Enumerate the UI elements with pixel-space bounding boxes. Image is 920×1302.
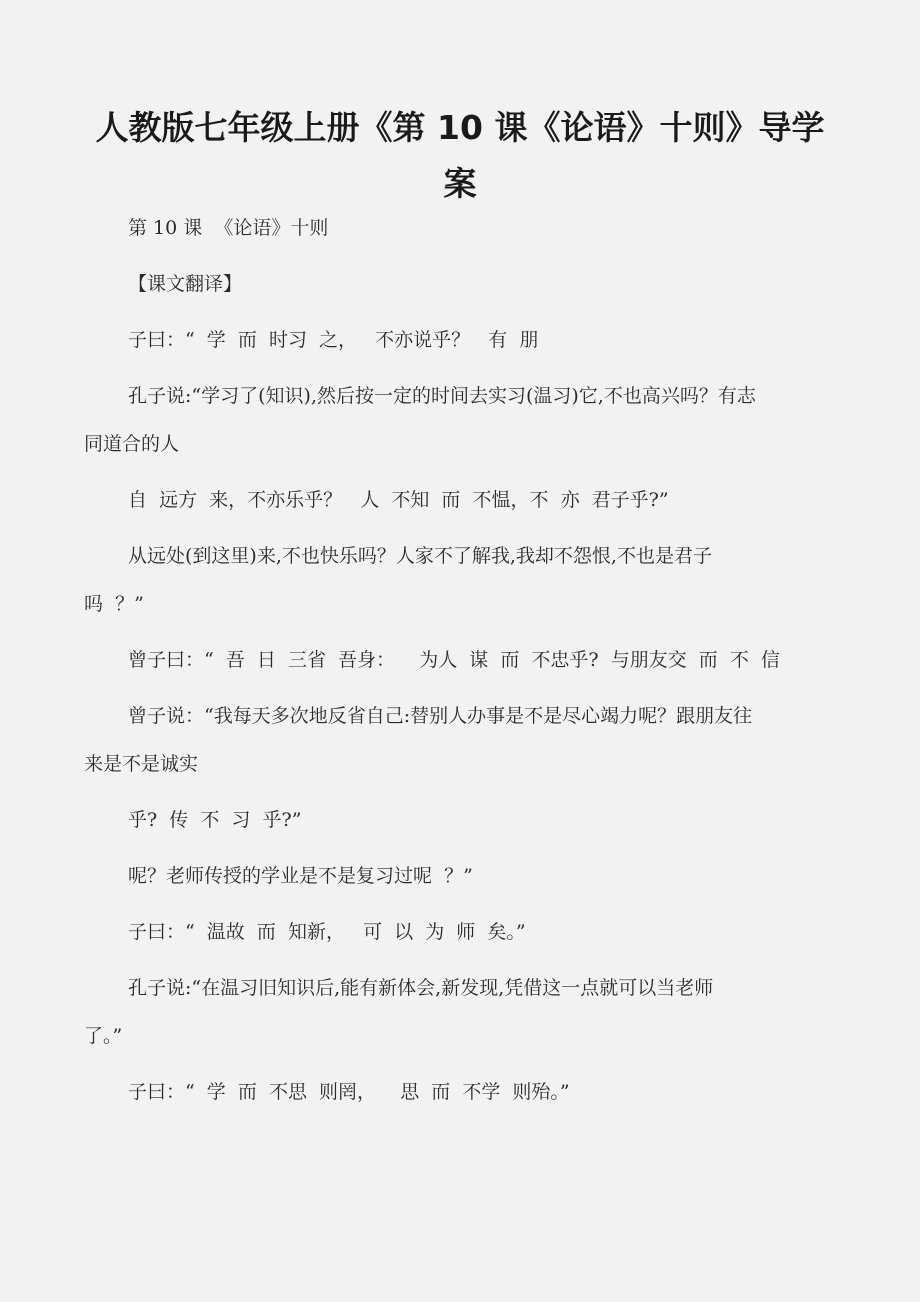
classical-line-6: 子曰：“ 学 而 不思 则罔， 思 而 不学 则殆。” bbox=[128, 1081, 570, 1103]
translation-line-4: 呢？老师传授的学业是不是复习过呢 ？” bbox=[128, 865, 473, 887]
translation-line-1b: 同道合的人 bbox=[84, 433, 180, 455]
translation-line-2a: 从远处(到这里)来,不也快乐吗？人家不了解我,我却不怨恨,不也是君子 bbox=[128, 545, 712, 567]
document-title bbox=[84, 100, 836, 212]
classical-line-3: 曾子曰：“ 吾 日 三省 吾身： 为人 谋 而 不忠乎? 与朋友交 而 不 信 bbox=[128, 649, 780, 671]
translation-line-1a: 孔子说:“学习了(知识),然后按一定的时间去实习(温习)它,不也高兴吗？有志 bbox=[128, 385, 756, 407]
classical-line-1: 子曰：“ 学 而 时习 之， 不亦说乎？ 有 朋 bbox=[128, 329, 539, 351]
title-line-1: 人教版七年级上册《第 10 课《论语》十则》导学 bbox=[95, 108, 825, 147]
translation-line-2b: 吗 ？” bbox=[84, 593, 144, 615]
title-line-2: 案 bbox=[443, 164, 477, 203]
classical-line-4: 乎? 传 不 习 乎?” bbox=[128, 809, 302, 831]
translation-line-5a: 孔子说:“在温习旧知识后,能有新体会,新发现,凭借这一点就可以当老师 bbox=[128, 977, 714, 999]
classical-line-2: 自 远方 来，不亦乐乎？ 人 不知 而 不愠，不 亦 君子乎?” bbox=[128, 489, 669, 511]
classical-line-5: 子曰：“ 温故 而 知新， 可 以 为 师 矣。” bbox=[128, 921, 526, 943]
translation-line-5b: 了。” bbox=[84, 1025, 123, 1047]
translation-line-3a: 曾子说：“我每天多次地反省自己:替别人办事是不是尽心竭力呢？跟朋友往 bbox=[128, 705, 753, 727]
section-label-translation: 【课文翻译】 bbox=[128, 273, 243, 295]
translation-line-3b: 来是不是诚实 bbox=[84, 753, 199, 775]
lesson-heading: 第 10 课 《论语》十则 bbox=[128, 217, 329, 239]
